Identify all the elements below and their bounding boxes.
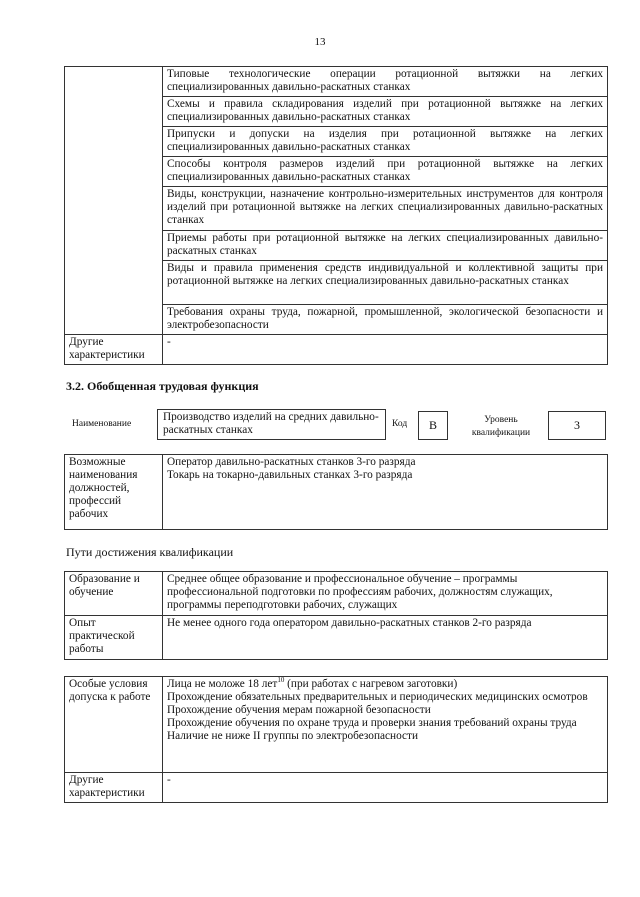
other-characteristics-value: - bbox=[163, 335, 608, 365]
condition-line: Прохождение обучения мерам пожарной безопасности bbox=[167, 704, 431, 716]
table-cell: Требования охраны труда, пожарной, промышленной, экологической безопасности и электробезопасности bbox=[163, 305, 608, 335]
table-cell: Виды и правила применения средств индивидуальной и коллективной защиты при ротационной вытяжке на легких специализированных давильно-раскатных станках bbox=[163, 261, 608, 305]
education-value: Среднее общее образование и профессиональное обучение – программы профессиональной подготовки по профессиям рабочих, должностям служащих, программы переподготовки рабочих, служащих bbox=[163, 572, 608, 616]
knowledge-table bbox=[64, 66, 608, 365]
table-row bbox=[65, 677, 608, 773]
table-row bbox=[65, 335, 608, 365]
education-table bbox=[64, 571, 608, 660]
table-cell: Схемы и правила складирования изделий при ротационной вытяжке на легких специализированных давильно-раскатных станках bbox=[163, 97, 608, 127]
name-label: Наименование bbox=[72, 419, 132, 429]
condition-text: (при работах с нагревом заготовки) bbox=[284, 678, 458, 690]
table-row bbox=[65, 67, 608, 97]
condition-line bbox=[167, 678, 603, 691]
condition-line: Прохождение обязательных предварительных и периодических медицинских осмотров bbox=[167, 691, 588, 703]
other-characteristics-label: Другие характеристики bbox=[65, 773, 163, 803]
table-cell: Приемы работы при ротационной вытяжке на легких специализированных давильно-раскатных станках bbox=[163, 231, 608, 261]
condition-text: Лица не моложе 18 лет bbox=[167, 678, 278, 690]
table-cell: Виды, конструкции, назначение контрольно-измерительных инструментов для контроля изделий при ротационной вытяжке на легких специализированных давильно-раскатных станках bbox=[163, 187, 608, 231]
conditions-label: Особые условия допуска к работе bbox=[65, 677, 163, 773]
position-line: Оператор давильно-раскатных станков 3-го разряда bbox=[167, 456, 416, 468]
level-label-line2: квалификации bbox=[471, 428, 531, 438]
positions-table bbox=[64, 454, 608, 530]
table-row bbox=[65, 616, 608, 660]
page-number: 13 bbox=[314, 36, 326, 48]
condition-line: Прохождение обучения по охране труда и проверки знания требований охраны труда bbox=[167, 717, 577, 729]
experience-value: Не менее одного года оператором давильно-раскатных станков 2-го разряда bbox=[163, 616, 608, 660]
condition-line: Наличие не ниже II группы по электробезопасности bbox=[167, 730, 418, 742]
table-cell: Припуски и допуски на изделия при ротационной вытяжке на легких специализированных давильно-раскатных станках bbox=[163, 127, 608, 157]
experience-label: Опыт практической работы bbox=[65, 616, 163, 660]
paths-title: Пути достижения квалификации bbox=[66, 545, 234, 559]
other-characteristics-label: Другие характеристики bbox=[65, 335, 163, 365]
level-label-line1: Уровень bbox=[484, 415, 518, 425]
section-title: 3.2. Обобщенная трудовая функция bbox=[66, 379, 259, 393]
position-line: Токарь на токарно-давильных станках 3-го разряда bbox=[167, 469, 413, 481]
conditions-table bbox=[64, 676, 608, 803]
education-label: Образование и обучение bbox=[65, 572, 163, 616]
conditions-value bbox=[163, 677, 608, 773]
positions-value bbox=[163, 455, 608, 530]
table-cell: Типовые технологические операции ротационной вытяжки на легких специализированных давильно-раскатных станках bbox=[163, 67, 608, 97]
footnote-ref: 10 bbox=[277, 676, 285, 685]
table-cell: Способы контроля размеров изделий при ротационной вытяжке на легких специализированных давильно-раскатных станках bbox=[163, 157, 608, 187]
level-value: 3 bbox=[548, 411, 606, 440]
positions-label: Возможные наименования должностей, профессий рабочих bbox=[65, 455, 163, 530]
table-row bbox=[65, 572, 608, 616]
code-label: Код bbox=[392, 419, 408, 429]
table-row bbox=[65, 773, 608, 803]
table-label-cell-empty bbox=[65, 67, 163, 335]
function-name-value: Производство изделий на средних давильно-раскатных станках bbox=[157, 409, 386, 440]
level-label bbox=[466, 414, 536, 440]
code-value: B bbox=[418, 411, 448, 440]
other-characteristics-value: - bbox=[163, 773, 608, 803]
table-row bbox=[65, 455, 608, 530]
